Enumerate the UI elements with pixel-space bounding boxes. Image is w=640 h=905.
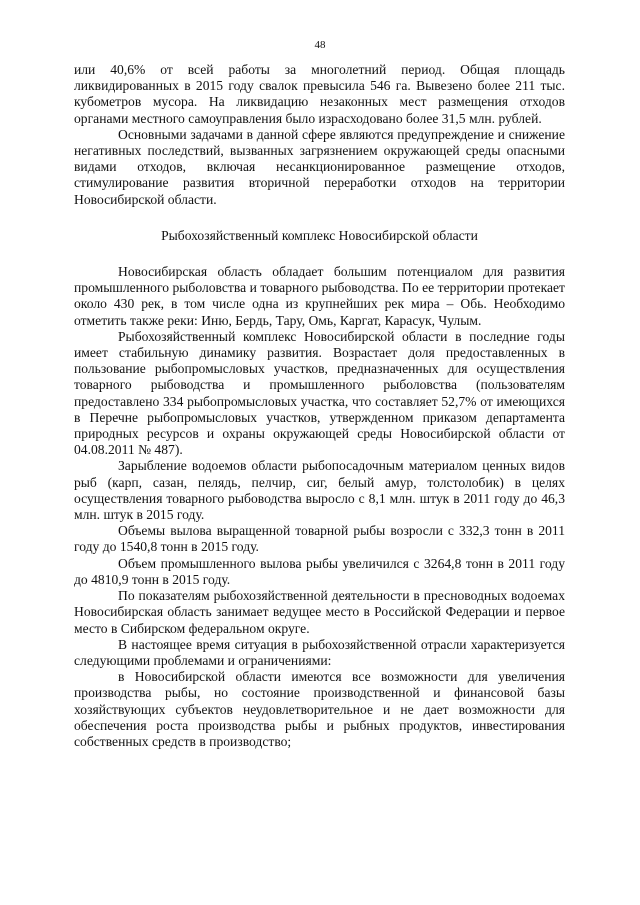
paragraph: или 40,6% от всей работы за многолетний период. Общая площадь ликвидированных в 2015 году свалок превысила 546 га. Вывезено более 211 тыс. кубометров мусора. На ликвидацию незаконных мест размещения отходов органами местного самоуправления было израсходовано более 31,5 млн. рублей. [74, 62, 565, 126]
paragraph: Объем промышленного вылова рыбы увеличился с 3264,8 тонн в 2011 году до 4810,9 тонн в 2015 году. [74, 555, 565, 587]
paragraph: Рыбохозяйственный комплекс Новосибирской области в последние годы имеет стабильную динамику развития. Возрастает доля предоставленных в пользование рыбопромысловых участков, предназначенных для осуществления товарного рыбоводства и промышленного рыболовства (пользователям предоставлено 334 рыбопромысловых участка, что составляет 52,7% от имеющихся в Перечне рыбопромысловых участков, утвержденном приказом департамента природных ресурсов и охраны окружающей среды Новосибирской области от 04.08.2011 № 487). [74, 328, 565, 458]
paragraph: Основными задачами в данной сфере являются предупреждение и снижение негативных последствий, вызванных загрязнением окружающей среды опасными видами отходов, включая несанкционированное размещение отходов, стимулирование развития вторичной переработки отходов на территории Новосибирской области. [74, 126, 565, 207]
paragraph: По показателям рыбохозяйственной деятельности в пресноводных водоемах Новосибирская область занимает ведущее место в Российской Федерации и первое место в Сибирском федеральном округе. [74, 588, 565, 636]
page-number: 48 [314, 39, 326, 51]
paragraph: в Новосибирской области имеются все возможности для увеличения производства рыбы, но состояние производственной и финансовой базы хозяйствующих субъектов неудовлетворительное и не дает возможности для обеспечения роста производства рыбы и рыбных продуктов, инвестирования собственных средств в производство; [74, 669, 565, 749]
paragraph: Новосибирская область обладает большим потенциалом для развития промышленного рыболовства и товарного рыбоводства. По ее территории протекает около 430 рек, в том числе одна из крупнейших рек мира – Обь. Необходимо отметить также реки: Иню, Бердь, Тару, Омь, Каргат, Карасук, Чулым. [74, 264, 565, 328]
section-heading: Рыбохозяйственный комплекс Новосибирской области [161, 227, 478, 243]
paragraph: Объемы вылова выращенной товарной рыбы возросли с 332,3 тонн в 2011 году до 1540,8 тонн в 2015 году. [74, 523, 565, 555]
page-content [74, 62, 565, 750]
paragraph: Зарыбление водоемов области рыбопосадочным материалом ценных видов рыб (карп, сазан, пелядь, пелчир, сиг, белый амур, толстолобик) в целях осуществления товарного рыбоводства выросло с 8,1 млн. штук в 2011 году до 46,3 млн. штук в 2015 году. [74, 458, 565, 523]
paragraph: В настоящее время ситуация в рыбохозяйственной отрасли характеризуется следующими проблемами и ограничениями: [74, 636, 565, 668]
